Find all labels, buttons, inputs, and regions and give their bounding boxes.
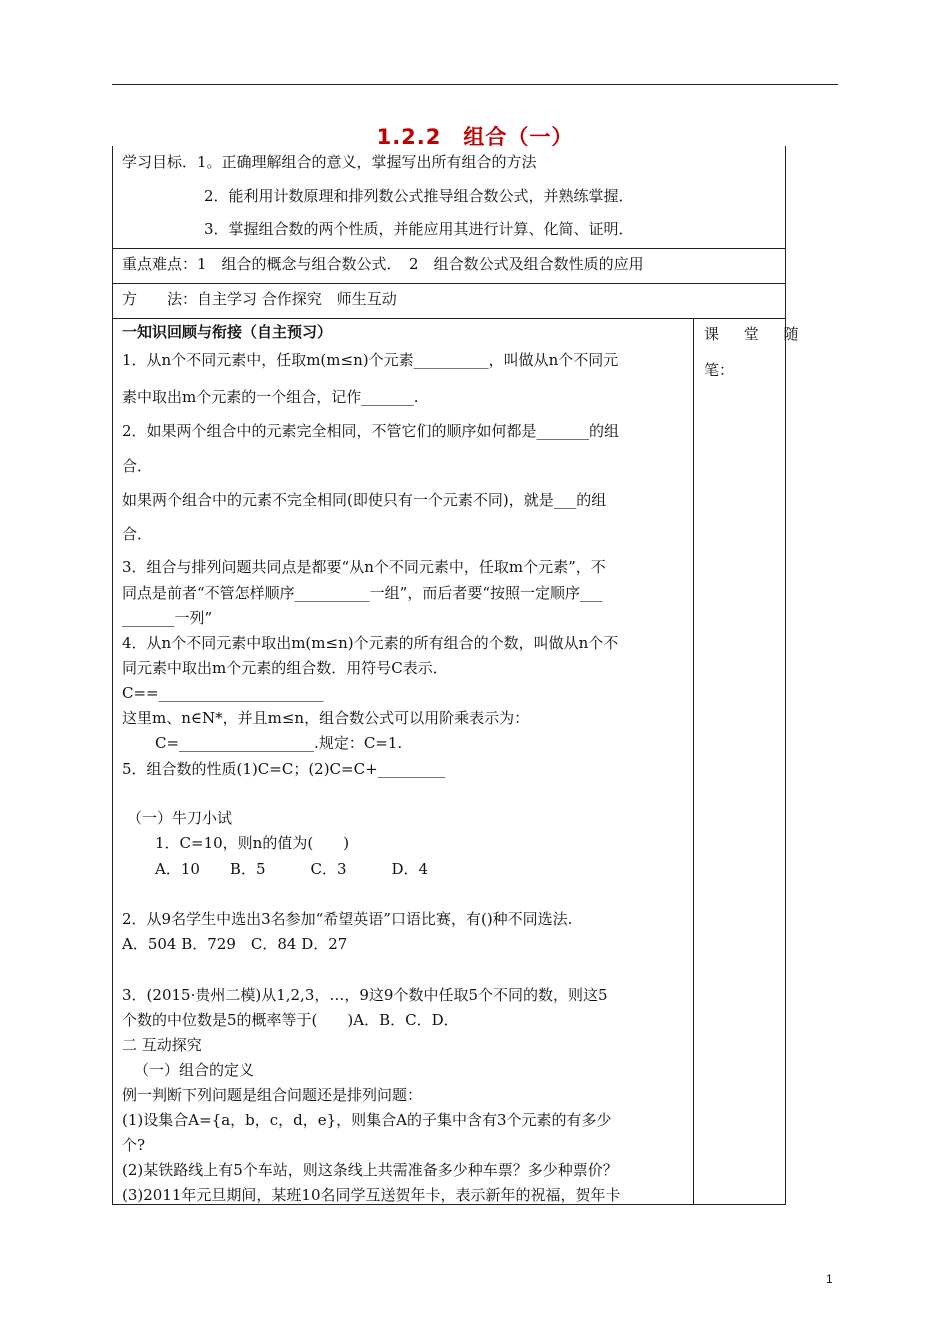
- objective-1: 学习目标．1。正确理解组合的意义，掌握写出所有组合的方法: [122, 153, 537, 171]
- objective-2: 2．能利用计数原理和排列数公式推导组合数公式，并熟练掌握．: [204, 187, 634, 205]
- text-line: 例一判断下列问题是组合问题还是排列问题：: [122, 1086, 423, 1104]
- text-line: 这里m、n∈N*，并且m≤n，组合数公式可以用阶乘表示为：: [122, 709, 530, 727]
- subsection-heading: （一）牛刀小试: [127, 809, 233, 827]
- exercise-question: 1．C=10，则n的值为( ): [155, 834, 350, 852]
- section-heading: 二 互动探究: [122, 1036, 202, 1054]
- text-line: 1．从n个不同元素中，任取m(m≤n)个元素__________，叫做从n个不同元: [122, 351, 619, 369]
- page-number: 1: [826, 1272, 833, 1286]
- key-points: 重点难点：1 组合的概念与组合数公式． 2 组合数公式及组合数性质的应用: [122, 255, 644, 273]
- text-line: 同元素中取出m个元素的组合数．用符号C表示．: [122, 659, 448, 677]
- text-line: 3．组合与排列问题共同点是都要“从n个不同元素中，任取m个元素”，不: [122, 558, 606, 576]
- exercise-question: 个数的中位数是5的概率等于( )A．B．C．D．: [122, 1011, 459, 1029]
- objective-3: 3．掌握组合数的两个性质，并能应用其进行计算、化简、证明．: [204, 220, 634, 238]
- text-line: (2)某铁路线上有5个车站，则这条线上共需准备多少种车票？多少种票价？: [122, 1161, 618, 1179]
- text-line: 如果两个组合中的元素不完全相同(即使只有一个元素不同)，就是___的组: [122, 491, 607, 509]
- text-line: 合．: [122, 525, 153, 543]
- side-note-heading: 课 堂 随: [704, 325, 809, 343]
- exercise-options: A．10 B．5 C．3 D．4: [155, 860, 429, 878]
- text-line: 同点是前者“不管怎样顺序__________一组”，而后者要“按照一定顺序___: [122, 584, 603, 602]
- table-divider: [112, 248, 786, 249]
- text-line: 5．组合数的性质(1)C=C；(2)C=C+_________: [122, 760, 446, 778]
- exercise-question: 3．(2015·贵州二模)从1,2,3，…，9这9个数中任取5个不同的数，则这5: [122, 986, 608, 1004]
- section-heading: 一知识回顾与衔接（自主预习）: [122, 323, 333, 341]
- text-line: 素中取出m个元素的一个组合，记作_______.: [122, 388, 419, 406]
- method: 方 法：自主学习 合作探究 师生互动: [122, 290, 397, 308]
- side-note-label: 笔：: [704, 361, 735, 379]
- table-divider: [112, 283, 786, 284]
- text-line: C==______________________: [122, 684, 324, 702]
- text-line: 4．从n个不同元素中取出m(m≤n)个元素的所有组合的个数，叫做从n个不: [122, 634, 619, 652]
- exercise-options: A．504 B．729 C．84 D．27: [122, 935, 348, 953]
- subsection-heading: （一）组合的定义: [134, 1061, 255, 1079]
- text-line: 2．如果两个组合中的元素完全相同，不管它们的顺序如何都是_______的组: [122, 422, 620, 440]
- header-rule: [112, 84, 838, 85]
- text-line: C=__________________.规定：C=1.: [155, 734, 403, 752]
- notes-column-divider: [693, 318, 694, 1204]
- text-line: _______一列”: [122, 609, 213, 627]
- exercise-question: 2．从9名学生中选出3名参加“希望英语”口语比赛，有()种不同选法.: [122, 910, 573, 928]
- text-line: 个?: [122, 1136, 146, 1154]
- text-line: 合．: [122, 457, 153, 475]
- text-line: (3)2011年元旦期间，某班10名同学互送贺年卡，表示新年的祝福，贺年卡: [122, 1186, 621, 1204]
- page-title: 1.2.2 组合（一）: [376, 125, 574, 149]
- text-line: (1)设集合A={a，b，c，d，e}，则集合A的子集中含有3个元素的有多少: [122, 1111, 612, 1129]
- table-divider: [112, 318, 786, 319]
